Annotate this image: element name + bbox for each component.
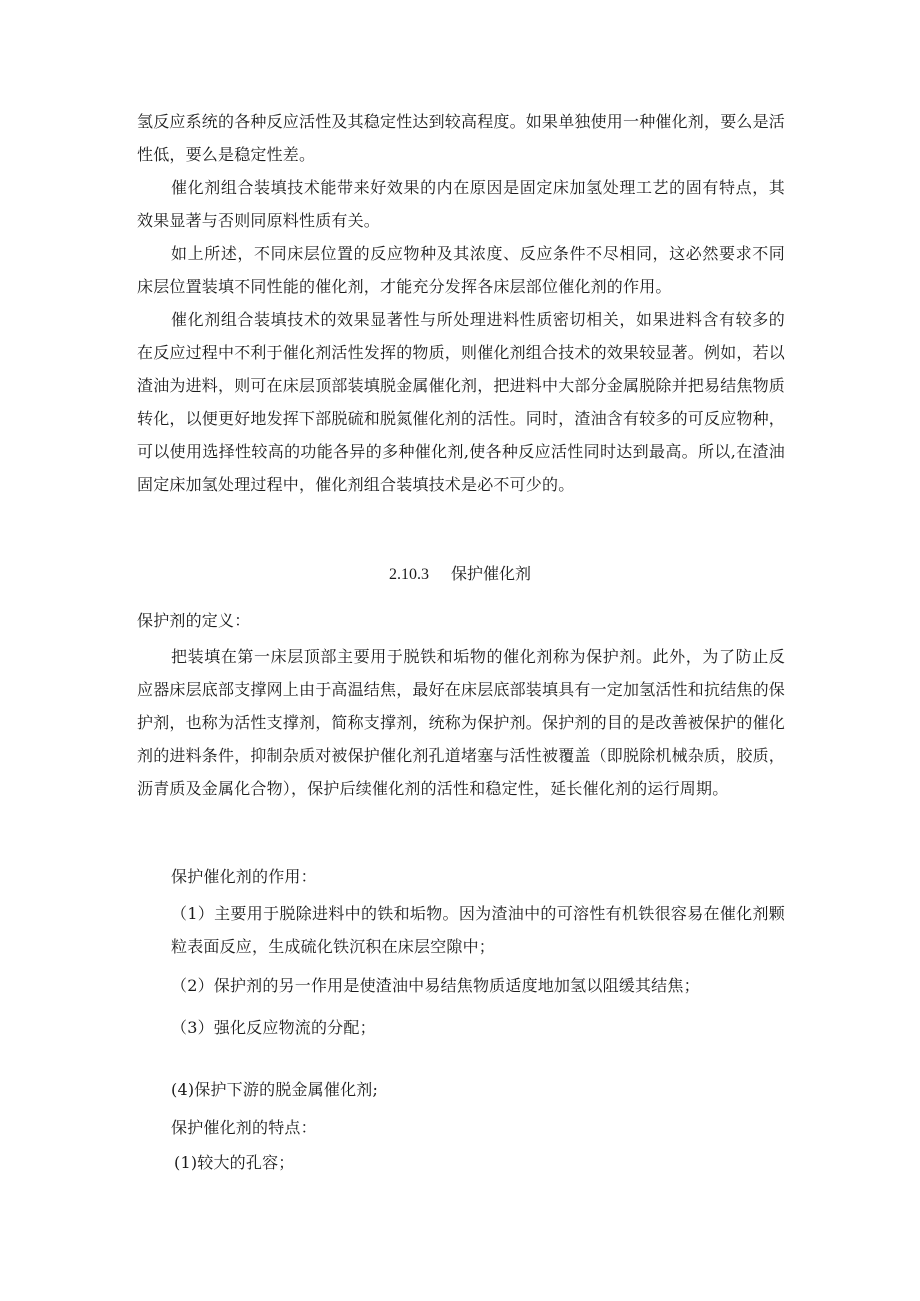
paragraph-2: 催化剂组合装填技术能带来好效果的内在原因是固定床加氢处理工艺的固有特点，其效果显著与否则同原料性质有关。 <box>137 178 785 230</box>
paragraph-4: 催化剂组合装填技术的效果显著性与所处理进料性质密切相关，如果进料含有较多的在反应过程中不利于催化剂活性发挥的物质，则催化剂组合技术的效果较显著。例如，若以渣油为进料，则可在床层顶部装填脱金属催化剂，把进料中大部分金属脱除并把易结焦物质转化，以便更好地发挥下部脱硫和脱氮催化剂的活性。同时，渣油含有较多的可反应物种，可以使用选择性较高的功能各异的多种催化剂,使各种反应活性同时达到最高。所以,在渣油固定床加氢处理过程中，催化剂组合装填技术是必不可少的。 <box>137 310 786 494</box>
definition-label: 保护剂的定义： <box>137 611 251 630</box>
function-item-2: （2）保护剂的另一作用是使渣油中易结焦物质适度地加氢以阻缓其结焦； <box>171 976 700 995</box>
paragraph-1: 氢反应系统的各种反应活性及其稳定性达到较高程度。如果单独使用一种催化剂，要么是活性低，要么是稳定性差。 <box>137 112 786 164</box>
definition-paragraph: 把装填在第一床层顶部主要用于脱铁和垢物的催化剂称为保护剂。此外，为了防止反应器床层底部支撑网上由于高温结焦，最好在床层底部装填具有一定加氢活性和抗结焦的保护剂，也称为活性支撑剂，简称支撑剂，统称为保护剂。保护剂的目的是改善被保护的催化剂的进料条件，抑制杂质对被保护催化剂孔道堵塞与活性被覆盖（即脱除机械杂质，胶质，沥青质及金属化合物），保护后续催化剂的活性和稳定性，延长催化剂的运行周期。 <box>137 647 786 798</box>
function-item-1-first: （1）主要用于脱除进料中的铁和垢物。因为渣油中的可溶性有机铁很容易在催化剂颗粒表面反应，生成硫化铁沉积在床层空隙中； <box>171 904 785 956</box>
feature-item-1: (1)较大的孔容； <box>174 1153 295 1172</box>
function-item-3: （3）强化反应物流的分配； <box>171 1018 376 1037</box>
section-number: 2.10.3 <box>388 566 429 583</box>
feature-label: 保护催化剂的特点： <box>171 1118 317 1137</box>
section-title: 保护催化剂 <box>450 564 531 583</box>
section-heading <box>0 562 920 587</box>
function-label: 保护催化剂的作用： <box>171 867 317 886</box>
function-item-4: (4)保护下游的脱金属催化剂; <box>171 1080 379 1099</box>
paragraph-3: 如上所述，不同床层位置的反应物种及其浓度、反应条件不尽相同，这必然要求不同床层位置装填不同性能的催化剂，才能充分发挥各床层部位催化剂的作用。 <box>137 244 785 296</box>
